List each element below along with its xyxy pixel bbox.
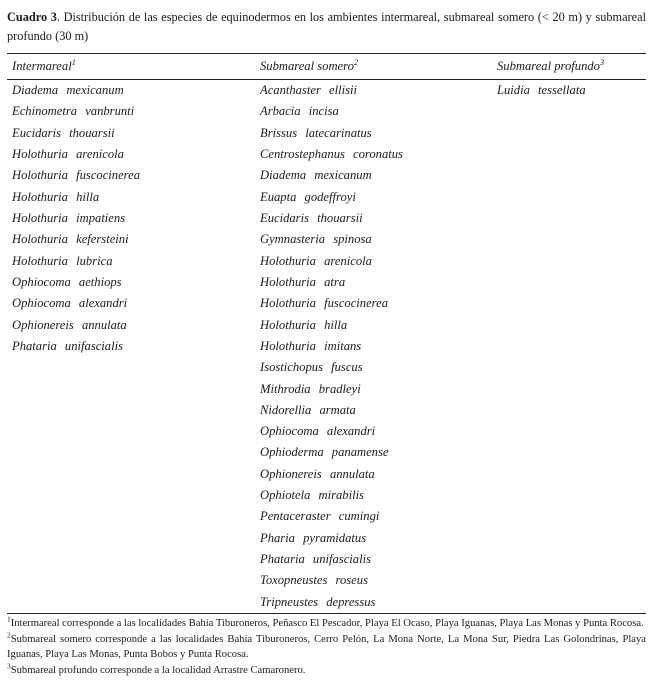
species-column-submareal-somero — [255, 80, 492, 613]
species-item: Eucidaris thouarsii — [12, 125, 115, 140]
footnote-text: Submareal profundo corresponde a la localidad Arrastre Camaronero. — [10, 665, 306, 677]
species-item: Holothuria hilla — [260, 317, 348, 332]
footnote-text: Submareal somero corresponde a las localidades Bahía Tiburoneros, Cerro Pelón, La Mona Norte, La Mona Sur, Piedra Las Golondrinas, Playa Iguanas, Playa Las Monas, Punta Bobos y Punta Rocosa. — [7, 633, 646, 661]
species-item: Pentaceraster cumingi — [260, 509, 380, 524]
species-item: Toxopneustes roseus — [260, 573, 368, 588]
species-column-submareal-profundo — [492, 80, 646, 101]
species-item: Holothuria kefersteini — [12, 232, 129, 247]
footnote-text: Intermareal corresponde a las localidades Bahía Tiburoneros, Peñasco El Pescador, Playa El Ocaso, Playa Iguanas, Playa Las Monas y Punta Rocosa. — [10, 617, 644, 629]
species-item: Holothuria arenicola — [12, 147, 124, 162]
footnote-marker: 2 — [7, 630, 11, 640]
caption-label: Cuadro 3 — [7, 10, 57, 24]
species-item: Ophiocoma alexandri — [12, 296, 128, 311]
species-item: Eucidaris thouarsii — [260, 211, 363, 226]
species-item: Ophiotela mirabilis — [260, 488, 365, 503]
footnote-3 — [7, 663, 646, 679]
species-item: Ophiocoma alexandri — [260, 424, 376, 439]
column-header-label: Intermareal — [12, 59, 72, 73]
species-item: Holothuria arenicola — [260, 253, 372, 268]
species-item: Ophiocoma aethiops — [12, 274, 122, 289]
species-item: Arbacia incisa — [260, 104, 339, 119]
species-item: Holothuria hilla — [12, 189, 100, 204]
species-column-intermareal — [7, 80, 255, 357]
species-item: Phataria unifascialis — [260, 552, 372, 567]
species-item: Isostichopus fuscus — [260, 360, 363, 375]
footnote-marker: 3 — [7, 661, 11, 671]
column-header-label: Submareal somero — [260, 59, 354, 73]
species-item: Gymnasteria spinosa — [260, 232, 372, 247]
table-header-row — [7, 54, 646, 79]
species-item: Phataria unifascialis — [12, 338, 124, 353]
species-item: Tripneustes depressus — [260, 594, 376, 609]
table-caption — [7, 8, 646, 46]
footnote-1 — [7, 616, 646, 632]
species-item: Diadema mexicanum — [260, 168, 372, 183]
column-header-submareal-somero — [255, 59, 492, 74]
species-item: Holothuria lubrica — [12, 253, 113, 268]
species-item: Ophionereis annulata — [260, 466, 375, 481]
species-item: Holothuria impatiens — [12, 211, 126, 226]
species-item: Centrostephanus coronatus — [260, 147, 403, 162]
species-item: Luidia tessellata — [497, 83, 586, 98]
header-footnote-marker: 1 — [71, 57, 76, 67]
column-header-label: Submareal profundo — [497, 59, 600, 73]
species-item: Ophionereis annulata — [12, 317, 127, 332]
header-footnote-marker: 2 — [353, 57, 358, 67]
footnote-2 — [7, 632, 646, 664]
species-item: Euapta godeffroyi — [260, 189, 356, 204]
species-item: Echinometra vanbrunti — [12, 104, 135, 119]
column-header-submareal-profundo — [492, 59, 646, 74]
species-item: Holothuria fuscocinerea — [260, 296, 389, 311]
table-body — [7, 80, 646, 613]
footnote-marker: 1 — [7, 614, 11, 624]
species-item: Acanthaster ellisii — [260, 83, 357, 98]
species-item: Holothuria fuscocinerea — [12, 168, 141, 183]
species-item: Holothuria imitans — [260, 338, 362, 353]
species-item: Nidorellia armata — [260, 402, 356, 417]
species-item: Brissus latecarinatus — [260, 125, 372, 140]
footnotes — [7, 614, 646, 679]
species-item: Diadema mexicanum — [12, 83, 124, 98]
species-item: Mithrodia bradleyi — [260, 381, 361, 396]
header-footnote-marker: 3 — [599, 57, 605, 67]
species-item: Holothuria atra — [260, 274, 346, 289]
column-header-intermareal — [7, 59, 255, 74]
species-item: Ophioderma panamense — [260, 445, 389, 460]
caption-text: . Distribución de las especies de equinodermos en los ambientes intermareal, submareal somero (< 20 m) y submareal profundo (30 m) — [7, 10, 646, 43]
species-item: Pharia pyramidatus — [260, 530, 367, 545]
